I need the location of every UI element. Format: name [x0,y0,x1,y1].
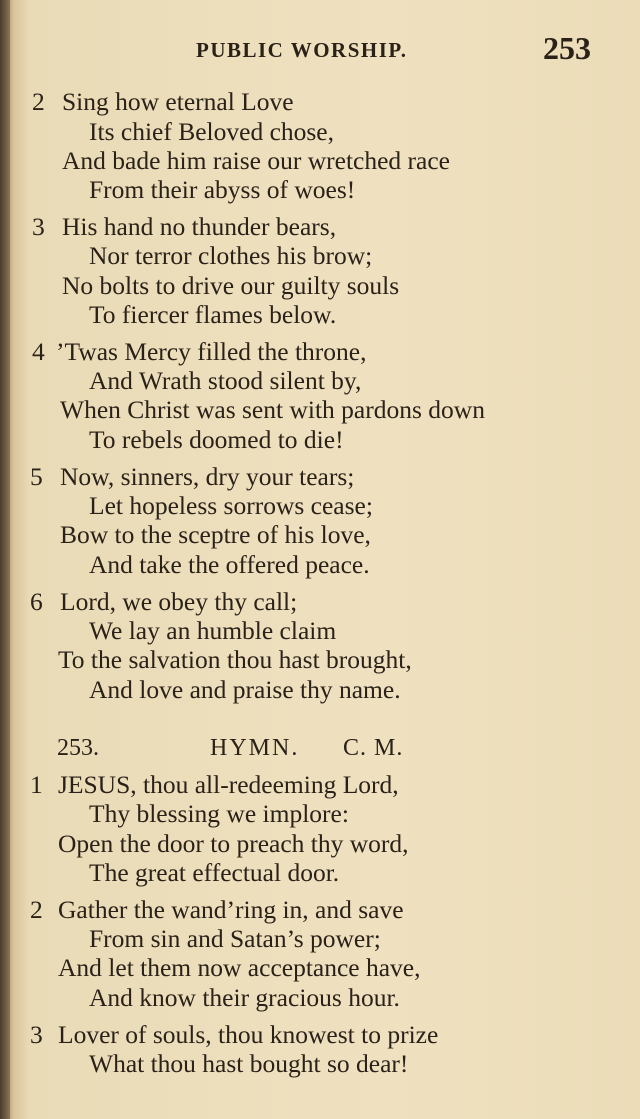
verse-line: To the salvation thou hast brought, [58,645,412,674]
verse-line: Sing how eternal Love [62,87,294,116]
verse-line: His hand no thunder bears, [62,212,337,241]
verse-number: 2 [30,895,43,924]
book-spine-shadow [0,0,10,1119]
verse-line: And bade him raise our wretched race [62,146,450,175]
hymn-heading [0,733,640,763]
verse-number: 4 [32,337,45,366]
verse-line: To rebels doomed to die! [89,425,344,454]
verse-line: And Wrath stood silent by, [89,366,362,395]
verse-line: Lover of souls, thou knowest to prize [58,1020,439,1049]
verse-number: 6 [30,587,43,616]
verse-line: When Christ was sent with pardons down [60,395,485,424]
running-title: PUBLIC WORSHIP. [196,38,408,62]
page-header [0,30,640,70]
verse-line: Gather the wand’ring in, and save [58,895,404,924]
verse-line: Open the door to preach thy word, [58,829,409,858]
verse-line: Its chief Beloved chose, [89,117,335,146]
verse-line: ’Twas Mercy filled the throne, [56,337,367,366]
hymn-meter: C. M. [343,735,404,761]
page-number: 253 [543,30,591,66]
verse-line: Bow to the sceptre of his love, [60,520,371,549]
verse-number: 1 [30,770,43,799]
verse-line: Thy blessing we implore: [89,799,349,828]
verse-line: Nor terror clothes his brow; [89,241,373,270]
verse-line: No bolts to drive our guilty souls [62,271,400,300]
verse-line: Now, sinners, dry your tears; [60,462,355,491]
hymn-title: HYMN. [210,735,300,761]
verse-number: 3 [32,212,45,241]
verse-line: To fiercer flames below. [89,300,337,329]
verse-line: We lay an humble claim [89,616,337,645]
verse-line: The great effectual door. [89,858,340,887]
hymn-number: 253. [57,735,99,761]
verse-line: And let them now acceptance have, [58,953,421,982]
verse-line: JESUS, thou all-redeeming Lord, [58,770,399,799]
verse-line: From their abyss of woes! [89,175,356,204]
verse-number: 5 [30,462,43,491]
verse-line: From sin and Satan’s power; [89,924,381,953]
verse-line: Lord, we obey thy call; [60,587,298,616]
verse-line: And love and praise thy name. [89,675,401,704]
verse-number: 3 [30,1020,43,1049]
verse-line: And take the offered peace. [89,550,370,579]
verse-line: What thou hast bought so dear! [89,1049,409,1078]
verse-line: Let hopeless sorrows cease; [89,491,373,520]
verse-line: And know their gracious hour. [89,983,400,1012]
verse-number: 2 [32,87,45,116]
